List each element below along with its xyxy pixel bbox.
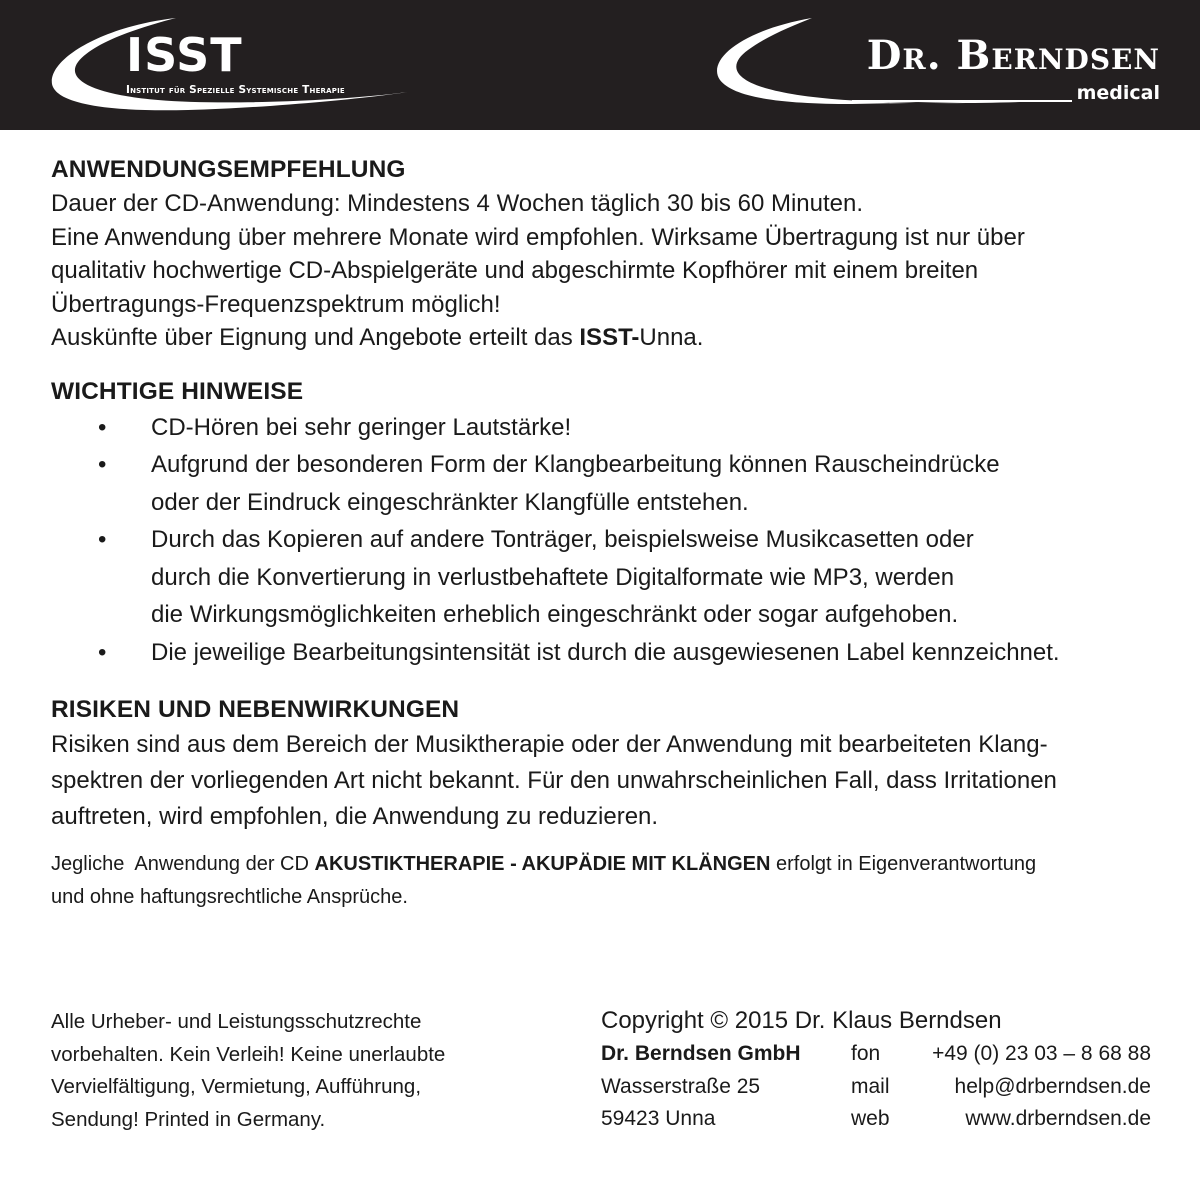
bullet-icon: • [98, 451, 107, 478]
list-item-line: Die jeweilige Bearbeitungsintensität ist durch die ausgewiesenen Label kennzeichnet. [151, 638, 1060, 666]
text-run: Unna. [639, 324, 704, 351]
list-item [51, 446, 1171, 521]
list-item [51, 521, 1171, 634]
isst-logo [48, 14, 428, 119]
rights-line: Alle Urheber- und Leistungsschutzrechte [51, 1010, 422, 1033]
contact-block [601, 1004, 1161, 1136]
text-run: erfolgt in Eigenverantwortung [770, 853, 1037, 875]
bullet-icon: • [98, 413, 107, 441]
list-item-line: oder der Eindruck eingeschränkter Klangfülle entstehen. [151, 488, 749, 516]
rights-line: vorbehalten. Kein Verleih! Keine unerlaubte [51, 1042, 446, 1066]
paragraph-line: Übertragungs-Frequenzspektrum möglich! [51, 290, 501, 318]
postal-city: 59423 Unna [601, 1107, 716, 1130]
main-content [51, 153, 1171, 914]
disclaimer-line: und ohne haftungsrechtliche Ansprüche. [51, 886, 408, 908]
contact-label: fon [851, 1042, 881, 1065]
paragraph-line: qualitativ hochwertige CD-Abspielgeräte und abgeschirmte Kopfhörer mit einem breiten [51, 257, 979, 284]
text-run: Jegliche Anwendung der CD [51, 853, 315, 875]
section-heading: RISIKEN UND NEBENWIRKUNGEN [51, 696, 460, 723]
contact-row [601, 1038, 1161, 1071]
paragraph-line: spektren der vorliegenden Art nicht bekannt. Für den unwahrscheinlichen Fall, dass Irritationen [51, 767, 1057, 794]
contact-row [601, 1103, 1161, 1136]
rights-line: Vervielfältigung, Vermietung, Aufführung, [51, 1075, 422, 1098]
section-heading: WICHTIGE HINWEISE [51, 377, 304, 405]
list-item-line: CD-Hören bei sehr geringer Lautstärke! [151, 413, 572, 441]
phone-number: +49 (0) 23 03 – 8 68 88 [932, 1042, 1151, 1065]
bullet-list [51, 409, 1171, 672]
email-link[interactable]: help@drberndsen.de [954, 1074, 1151, 1098]
list-item-line: durch die Konvertierung in verlustbehaftete Digitalformate wie MP3, werden [151, 563, 955, 591]
website-link[interactable]: www.drberndsen.de [965, 1107, 1151, 1130]
paragraph-line: Dauer der CD-Anwendung: Mindestens 4 Wochen täglich 30 bis 60 Minuten. [51, 190, 864, 217]
copyright-line: Copyright © 2015 Dr. Klaus Berndsen [601, 1007, 1002, 1034]
street-address: Wasserstraße 25 [601, 1074, 761, 1098]
paragraph-line: Eine Anwendung über mehrere Monate wird empfohlen. Wirksame Übertragung ist nur über [51, 223, 1025, 251]
section-heading: ANWENDUNGSEMPFEHLUNG [51, 156, 406, 183]
bullet-icon: • [98, 526, 107, 553]
text-run: Auskünfte über Eignung und Angebote erteilt das [51, 324, 580, 351]
section-wichtige-hinweise [51, 375, 1171, 672]
isst-logo-subtitle: Institut für Spezielle Systemische Therapie [126, 84, 345, 96]
berndsen-logo [712, 14, 1172, 119]
contact-label: mail [851, 1074, 890, 1098]
contact-label: web [851, 1107, 890, 1130]
paragraph-line: auftreten, wird empfohlen, die Anwendung zu reduzieren. [51, 803, 659, 830]
berndsen-logo-subtitle: medical [1076, 82, 1160, 104]
berndsen-logo-name: Dr. Berndsen [866, 32, 1160, 79]
paragraph-line: Risiken sind aus dem Bereich der Musiktherapie oder der Anwendung mit bearbeiteten Klang- [51, 731, 1048, 758]
header-bar [0, 0, 1200, 130]
disclaimer [51, 848, 1171, 914]
contact-row [601, 1071, 1161, 1104]
section-anwendungsempfehlung [51, 153, 1171, 355]
section-risiken [51, 693, 1171, 835]
company-name: Dr. Berndsen GmbH [601, 1042, 801, 1065]
paragraph-line [51, 321, 1171, 355]
rights-line: Sendung! Printed in Germany. [51, 1107, 326, 1131]
isst-emphasis: ISST- [579, 324, 640, 351]
rights-notice [51, 1006, 571, 1136]
product-name: AKUSTIKTHERAPIE - AKUPÄDIE MIT KLÄNGEN [314, 853, 771, 875]
list-item-line: Durch das Kopieren auf andere Tonträger, beispielsweise Musikcasetten oder [151, 526, 974, 553]
list-item [51, 634, 1171, 672]
disclaimer-line [51, 848, 1171, 881]
list-item [51, 409, 1171, 447]
list-item-line: Aufgrund der besonderen Form der Klangbearbeitung können Rauscheindrücke [151, 451, 1000, 478]
isst-logo-name: ISST [126, 28, 243, 82]
list-item-line: die Wirkungsmöglichkeiten erheblich eingeschränkt oder sogar aufgehoben. [151, 601, 959, 628]
bullet-icon: • [98, 638, 107, 666]
